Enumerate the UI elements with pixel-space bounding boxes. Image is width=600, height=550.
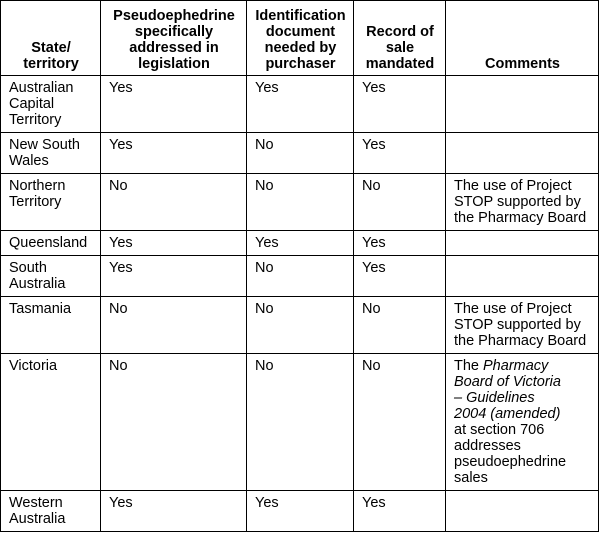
cell-state: South Australia (1, 256, 101, 297)
cell-state: Victoria (1, 354, 101, 491)
comments-prefix: The (454, 358, 484, 374)
cell-record: Yes (354, 133, 446, 174)
cell-identification: No (247, 297, 354, 354)
cell-state: Tasmania (1, 297, 101, 354)
table-header-row (1, 1, 599, 76)
cell-pseudoephedrine: No (101, 354, 247, 491)
cell-comments (446, 256, 599, 297)
cell-state: Western Australia (1, 491, 101, 532)
table-row (1, 231, 599, 256)
cell-comments (446, 133, 599, 174)
cell-pseudoephedrine: No (101, 174, 247, 231)
cell-identification: Yes (247, 231, 354, 256)
header-state-territory: State/ territory (1, 1, 101, 76)
table-row (1, 297, 599, 354)
header-pseudoephedrine: Pseudoephedrine specifically addressed in legislation (101, 1, 247, 76)
cell-pseudoephedrine: Yes (101, 491, 247, 532)
table-row (1, 354, 599, 491)
table-row (1, 133, 599, 174)
cell-state: Queensland (1, 231, 101, 256)
cell-record: Yes (354, 231, 446, 256)
cell-identification: Yes (247, 76, 354, 133)
cell-record: Yes (354, 491, 446, 532)
cell-comments: The use of Project STOP supported by the Pharmacy Board (446, 297, 599, 354)
cell-comments (446, 231, 599, 256)
cell-identification: Yes (247, 491, 354, 532)
cell-pseudoephedrine: Yes (101, 133, 247, 174)
header-record-of-sale: Record of sale mandated (354, 1, 446, 76)
cell-pseudoephedrine: Yes (101, 256, 247, 297)
cell-record: No (354, 354, 446, 491)
comments-suffix: at section 706 addresses pseudoephedrine sales (454, 422, 567, 486)
cell-pseudoephedrine: Yes (101, 76, 247, 133)
cell-state: Australian Capital Territory (1, 76, 101, 133)
comments-guidelines-title: Pharmacy Board of Victoria – Guidelines 2004 (amended) (454, 358, 561, 422)
cell-state: New South Wales (1, 133, 101, 174)
cell-pseudoephedrine: Yes (101, 231, 247, 256)
cell-record: No (354, 174, 446, 231)
cell-comments (446, 76, 599, 133)
table-row (1, 256, 599, 297)
cell-identification: No (247, 174, 354, 231)
cell-comments (446, 491, 599, 532)
table-row (1, 174, 599, 231)
cell-comments: The use of Project STOP supported by the Pharmacy Board (446, 174, 599, 231)
cell-comments (446, 354, 599, 491)
cell-record: Yes (354, 76, 446, 133)
table-row (1, 76, 599, 133)
cell-identification: No (247, 256, 354, 297)
cell-pseudoephedrine: No (101, 297, 247, 354)
cell-record: Yes (354, 256, 446, 297)
cell-record: No (354, 297, 446, 354)
cell-state: Northern Territory (1, 174, 101, 231)
table-row (1, 491, 599, 532)
cell-identification: No (247, 133, 354, 174)
header-identification: Identification document needed by purchaser (247, 1, 354, 76)
header-comments: Comments (446, 1, 599, 76)
cell-identification: No (247, 354, 354, 491)
